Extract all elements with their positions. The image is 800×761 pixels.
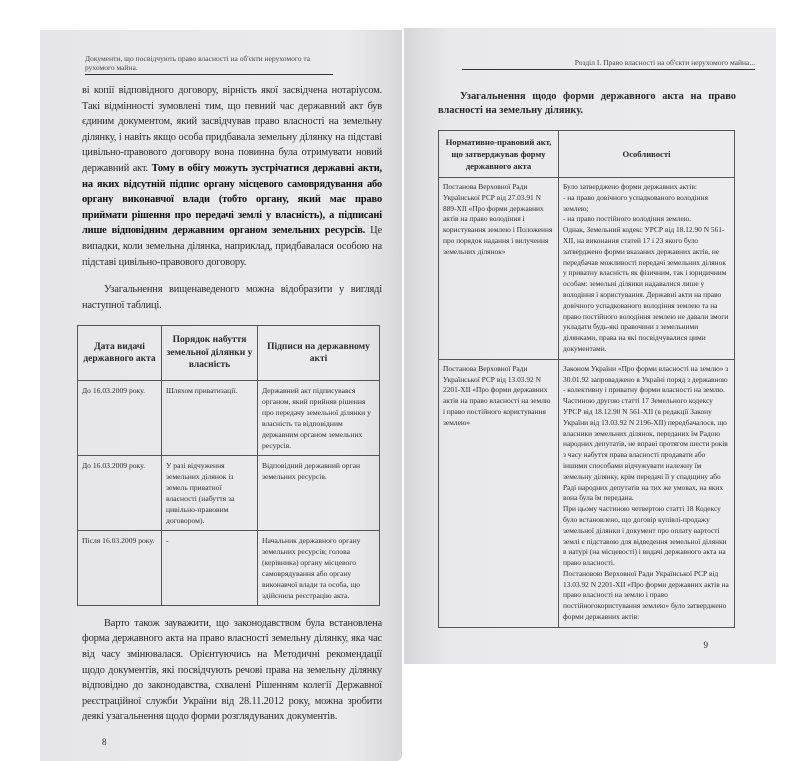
table-cell: Постанова Верховної Ради Української РСР від 27.03.91 N 889-XII «Про форми державних актів на право володіння і користування землею і Положення про порядок надання і вилучення земельних ділянок» <box>439 178 559 360</box>
section-heading: Узагальнення щодо форми державного акта на право власності на земельну ділянку. <box>438 91 736 116</box>
table-cell: Законом України «Про форми власності на землю» з 30.01.92 запроваджено в Україні поряд з державною - колективну і приватну форми власності на землю. Частиною другою статті 17 Земельного кодексу УРСР від 18.12.90 N 561-XII (в редакції Закону України від 13.03.92 N 2196-XII) передбачалося, що власники земельних ділянок, переданих їм Радою народних депутатів, не вправі протягом шести років з часу набуття права власності продавати або іншими способами відчужувати належну їм земельну ділянку, крім передачі її у спадщину або Раді народних депутатів на тих же умовах, на яких вона була їм передана. При цьому частиною четвертою статті 18 Кодексу було встановлено, що договір купівлі-продажу земельної ділянки і документ про оплату вартості землі є підставою для відведення земельної ділянки в натурі (на місцевості) і видачі державного акта на право власності. Постановою Верховної Ради Української РСР від 13.03.92 N 2201-XII «Про форми державних актів на право власності на землю і право постійногокористування землею» було затверджено форми державних актів: <box>559 359 735 627</box>
column-header: Порядок набуття земельної ділянки у власність <box>162 326 258 381</box>
right-page-column <box>438 58 755 664</box>
paragraph-1-end: Це випадки, коли земельна ділянка, наприклад, придбавалася особою на підставі цивільно-правового договору. <box>82 225 382 268</box>
table-cell: До 16.03.2009 року. <box>78 455 162 530</box>
table-row <box>78 380 380 455</box>
table-cell: - <box>162 530 258 605</box>
page-number-left: 8 <box>102 736 107 747</box>
act-forms-table <box>438 130 735 628</box>
table-row <box>439 178 735 360</box>
right-page <box>404 28 776 664</box>
table-cell: До 16.03.2009 року. <box>78 380 162 455</box>
table-row <box>78 530 380 605</box>
paragraph-2: Узагальнення вищенаведеного можна відобразити у вигляді наступної таблиці. <box>82 284 382 311</box>
table-cell: Шляхом приватизації. <box>162 380 258 455</box>
table-cell: Було затверджено форми державних актів: - на право довічного успадкованого володіння землею; - на право постійного володіння землею. Однак, Земельний кодекс УРСР від 18.12.90 N 561-XII, на виконання статей 17 і 23 якого було затверджено форми вказаних державних актів, не передбачав можливості передачі земельних ділянок у приватну власність як фізичним, так і юридичним особам: земельні ділянки надавалися лише у володіння і користування. Державні акти на право довічного успадкованого володіння землею та на право постійного володіння землею не давали змоги укладати будь-які правочини з земельними ділянками, права на які посвідчувалися цими документами. <box>559 178 735 360</box>
table-row <box>78 455 380 530</box>
table-cell: Постанова Верховної Ради Української РСР від 13.03.92 N 2201-XII «Про форми державних актів на право власності на землю і право постійного користування землею» <box>439 359 559 627</box>
left-page-column <box>82 54 382 761</box>
paragraph-1 <box>82 83 382 270</box>
page-number-right: 9 <box>703 639 708 650</box>
column-header: Дата видачі державного акта <box>78 326 162 381</box>
table-cell: У разі відчуження земельних ділянок із земель приватної власності (набуття за цивільно-правовим договором). <box>162 455 258 530</box>
table-cell: Державний акт підписувався органом, який прийняв рішення про передачу земельної ділянки у власність та відповідним державним органом земельних ресурсів. <box>258 380 380 455</box>
left-body-text-1 <box>82 83 382 313</box>
acquisition-table <box>77 325 380 606</box>
table-cell: Відповідний державний орган земельних ресурсів. <box>258 455 380 530</box>
table-cell: Після 16.03.2009 року. <box>78 530 162 605</box>
running-header-left: Документи, що посвідчують право власності на об'єкти нерухомого та рухомого майна. <box>85 54 333 75</box>
left-body-text-2 <box>82 616 382 725</box>
column-header: Підписи на державному акті <box>258 326 380 381</box>
paragraph-3: Варто також зауважити, що законодавством була встановлена форма державного акта на право власності земельну ділянку, яка час від часу змінювалася. Орієнтуючись на Методичні рекомендації щодо документів, які посвідчують речові права на земельну ділянку відповідно до законодавства, схвалені Рішенням колегії Державної реєстраційної служби України від 28.11.2012 року, можна зробити деякі узагальнення щодо форми розглядуваних документів. <box>82 617 382 723</box>
table-cell: Начальник державного органу земельних ресурсів; голова (керівника) органу місцевого самоврядування або органу виконавчої влади та особа, що здійснила реєстрацію акта. <box>258 530 380 605</box>
paragraph-1-bold: Тому в обігу можуть зустрічатися державні акти, на яких відсутній підпис органу місцевого самоврядування або органу виконавчої влади (тобто органу, який має право приймати рішення про передачі землі у власність), а підписані лише відповідним державним органом земельних ресурсів. <box>82 162 382 237</box>
table-header-row <box>439 131 735 178</box>
paragraph-1-start: ві копії відповідного договору, вірність якої засвідчена нотаріусом. Такі відмінності зумовлені тим, що певний час державний акт був єдиним документом, який засвідчував право власності на земельну ділянку, і навіть якщо особа придбавала земельну ділянку на підставі цивільно-правового договору вона повинна була отримувати новий державний акт. <box>82 85 382 174</box>
table-row <box>439 359 735 627</box>
column-header: Особливості <box>559 131 735 178</box>
column-header: Нормативно-правовий акт, що затверджував форму державного акта <box>439 131 559 178</box>
table-header-row <box>78 326 380 381</box>
left-page <box>40 30 402 761</box>
running-header-right: Розділ I. Право власності на об'єкти нерухомого майна... <box>462 58 755 70</box>
